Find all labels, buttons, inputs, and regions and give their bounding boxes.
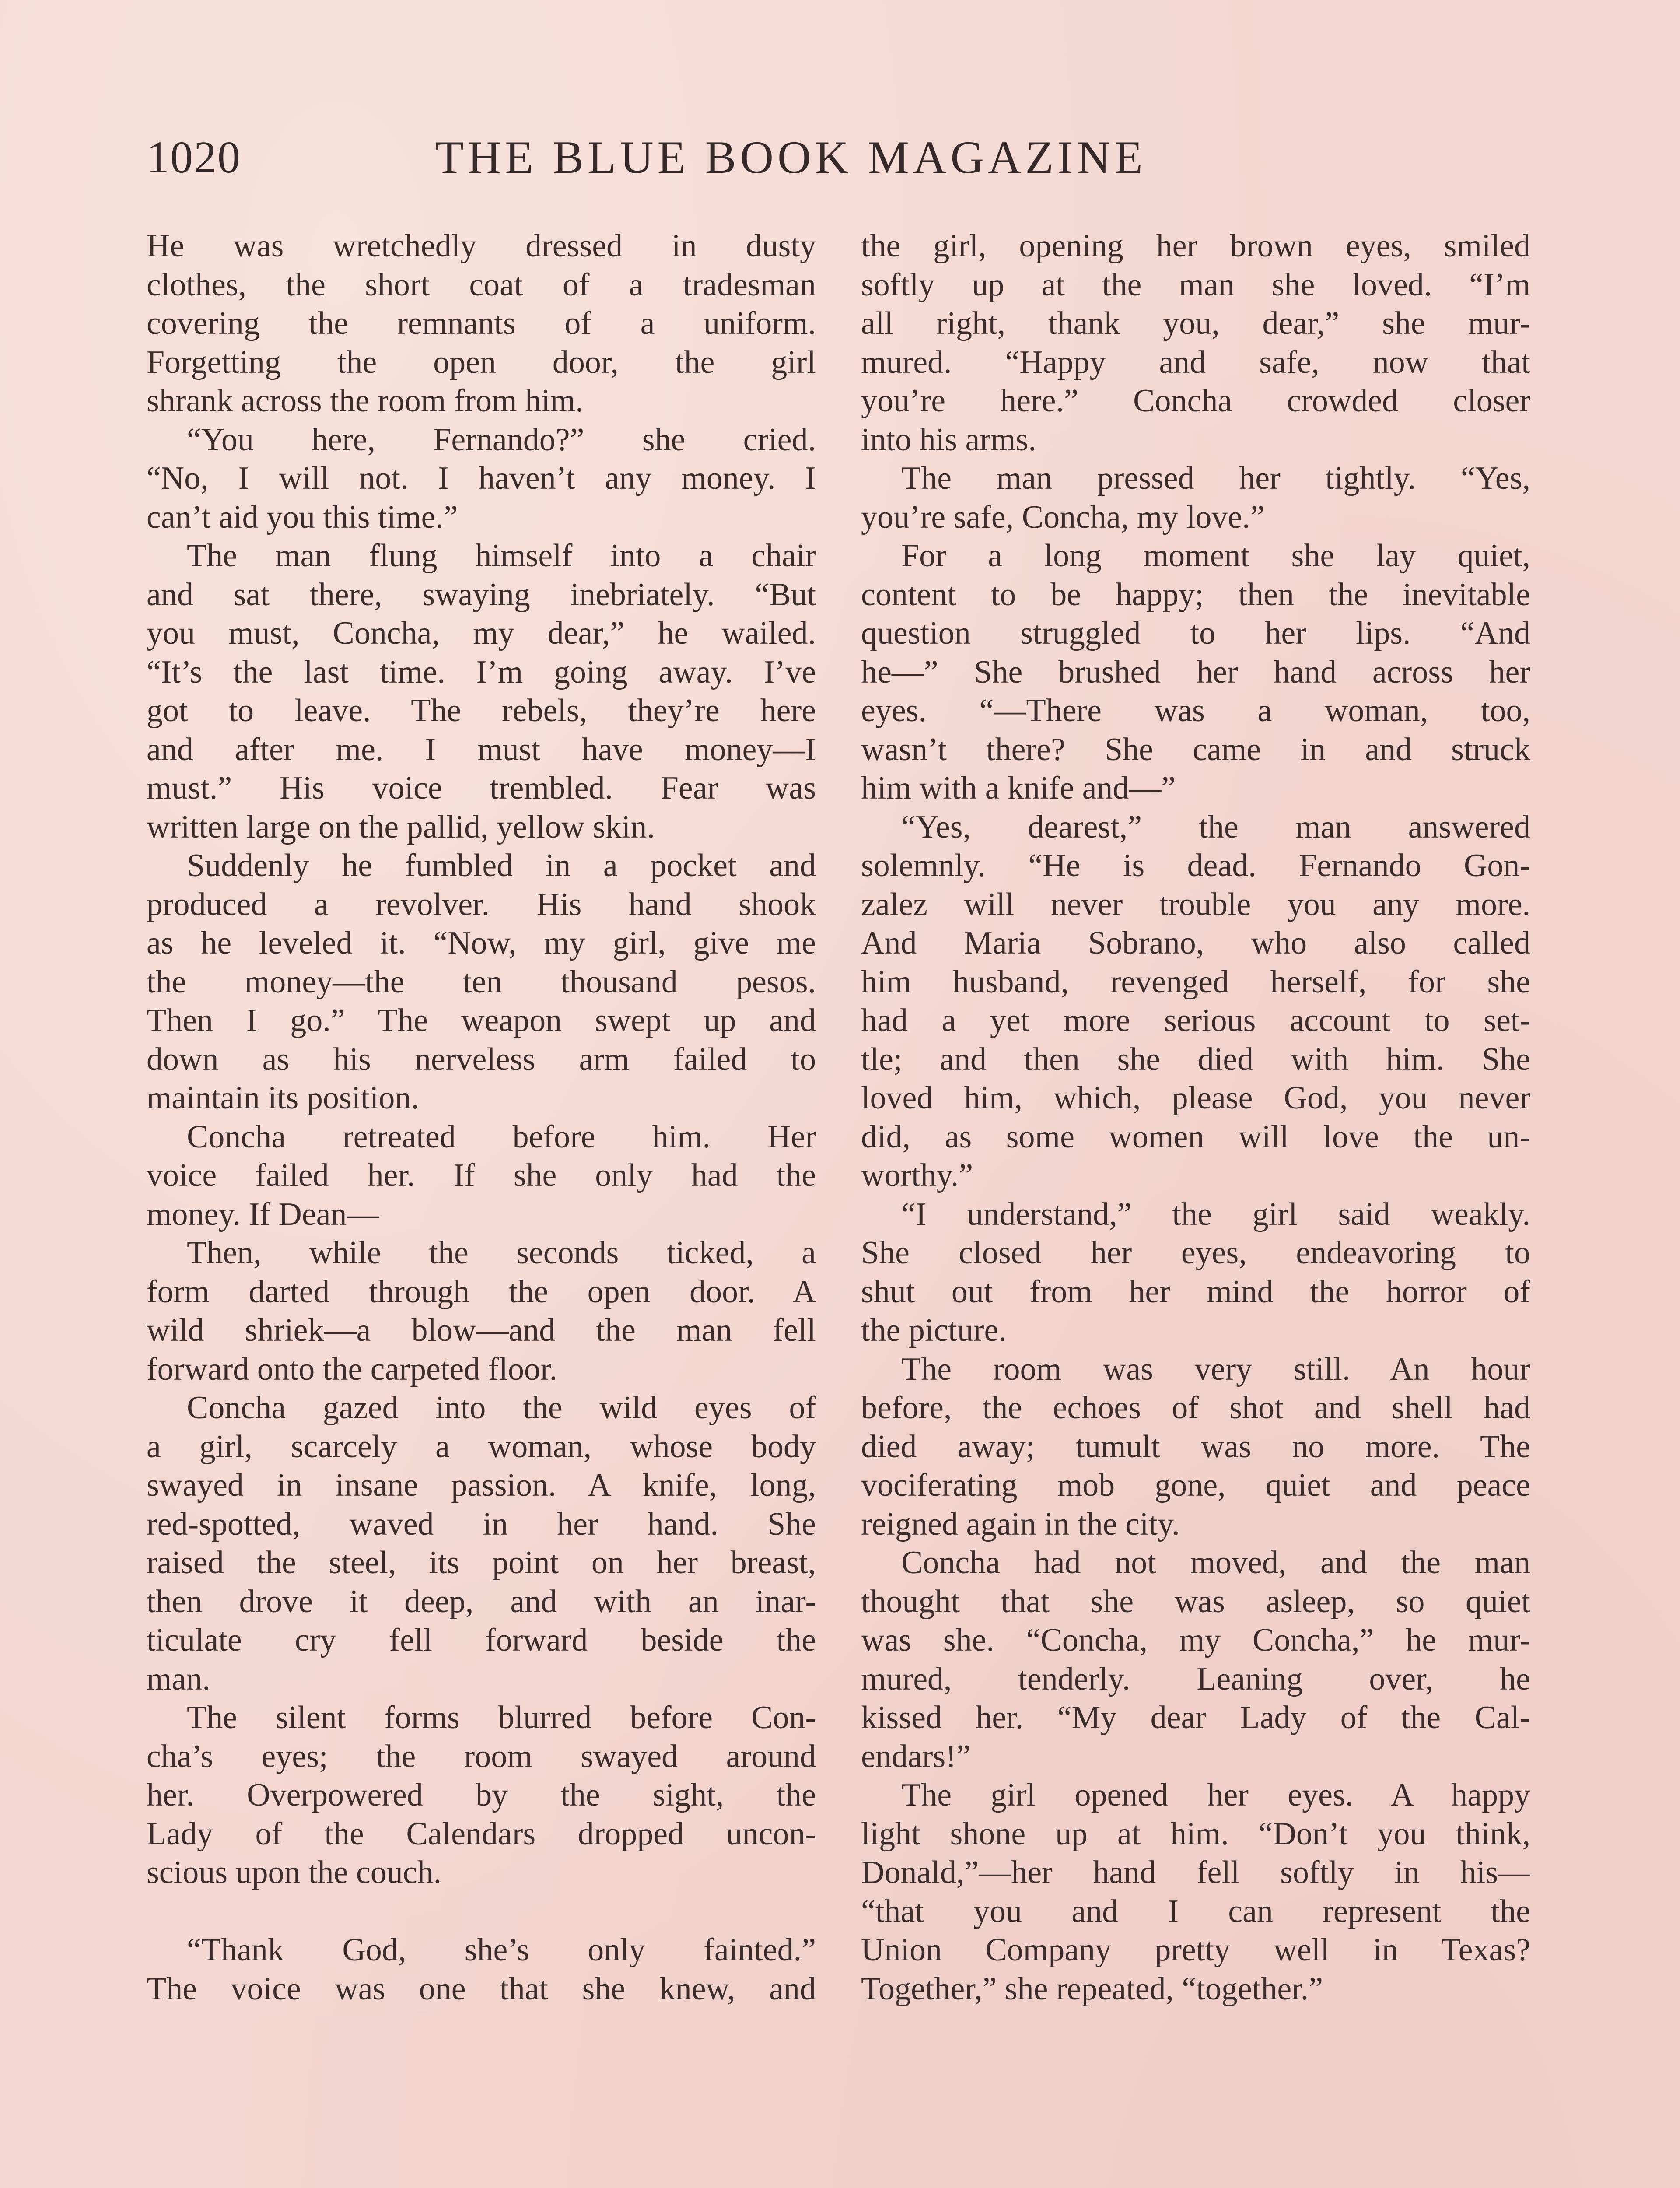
text-line: cha’s eyes; the room swayed around xyxy=(147,1738,816,1774)
text-line: eyes. “—There was a woman, too, xyxy=(861,693,1530,729)
text-line: scious upon the couch. xyxy=(147,1855,442,1890)
text-line: Concha gazed into the wild eyes of xyxy=(187,1390,816,1426)
text-line: shut out from her mind the horror of xyxy=(861,1273,1530,1310)
text-line: man. xyxy=(147,1661,210,1697)
text-line: must.” His voice trembled. Fear was xyxy=(147,770,816,806)
text-line: got to leave. The rebels, they’re here xyxy=(147,693,816,729)
text-line: And Maria Sobrano, who also called xyxy=(861,925,1530,961)
text-line: mured. “Happy and safe, now that xyxy=(861,344,1530,380)
text-line: the picture. xyxy=(861,1312,1007,1348)
text-line: died away; tumult was no more. The xyxy=(861,1428,1530,1465)
text-line: and after me. I must have money—I xyxy=(147,731,816,768)
text-line: Forgetting the open door, the girl xyxy=(147,344,816,380)
text-line: him husband, revenged herself, for she xyxy=(861,964,1530,1000)
page-header xyxy=(147,127,1538,188)
text-line: written large on the pallid, yellow skin. xyxy=(147,809,655,845)
text-line: She closed her eyes, endeavoring to xyxy=(861,1235,1530,1271)
text-line: before, the echoes of shot and shell had xyxy=(861,1390,1530,1426)
text-line: voice failed her. If she only had the xyxy=(147,1157,816,1193)
text-line: a girl, scarcely a woman, whose body xyxy=(147,1428,816,1465)
text-line: “No, I will not. I haven’t any money. I xyxy=(147,460,816,496)
text-line: maintain its position. xyxy=(147,1080,419,1116)
text-line: Then I go.” The weapon swept up and xyxy=(147,1003,816,1038)
text-line: Together,” she repeated, “together.” xyxy=(861,1971,1323,2007)
magazine-title: THE BLUE BOOK MAGAZINE xyxy=(435,132,1147,183)
text-line: the money—the ten thousand pesos. xyxy=(147,964,816,1000)
text-line: all right, thank you, dear,” she mur- xyxy=(861,305,1530,341)
text-line: “Yes, dearest,” the man answered xyxy=(901,809,1530,845)
text-line: softly up at the man she loved. “I’m xyxy=(861,266,1530,303)
text-line: her. Overpowered by the sight, the xyxy=(147,1777,816,1813)
text-line: clothes, the short coat of a tradesman xyxy=(147,266,816,303)
right-text-column xyxy=(861,227,1530,2008)
text-line: worthy.” xyxy=(861,1157,973,1193)
text-line: can’t aid you this time.” xyxy=(147,499,458,535)
text-line: forward onto the carpeted floor. xyxy=(147,1351,558,1387)
text-line: endars!” xyxy=(861,1738,971,1774)
text-line: reigned again in the city. xyxy=(861,1506,1180,1542)
text-line: money. If Dean— xyxy=(147,1196,379,1232)
text-line: “Thank God, she’s only fainted.” xyxy=(187,1932,816,1968)
paragraph-gap xyxy=(147,1892,816,1931)
text-line: he—” She brushed her hand across her xyxy=(861,654,1530,690)
text-line: Then, while the seconds ticked, a xyxy=(187,1235,816,1271)
text-line: tle; and then she died with him. She xyxy=(861,1041,1530,1077)
text-line: For a long moment she lay quiet, xyxy=(901,538,1530,574)
text-line: Suddenly he fumbled in a pocket and xyxy=(187,848,816,884)
text-line: produced a revolver. His hand shook xyxy=(147,886,816,922)
text-line: “You here, Fernando?” she cried. xyxy=(187,421,816,458)
text-line: the girl, opening her brown eyes, smiled xyxy=(861,228,1530,264)
text-line: The man pressed her tightly. “Yes, xyxy=(901,460,1530,496)
text-line: zalez will never trouble you any more. xyxy=(861,886,1530,922)
text-line: into his arms. xyxy=(861,421,1036,458)
text-line: solemnly. “He is dead. Fernando Gon- xyxy=(861,848,1530,884)
text-line: content to be happy; then the inevitable xyxy=(861,576,1530,613)
text-line: Lady of the Calendars dropped uncon- xyxy=(147,1816,816,1852)
text-line: kissed her. “My dear Lady of the Cal- xyxy=(861,1700,1530,1736)
text-line: did, as some women will love the un- xyxy=(861,1119,1530,1155)
text-line: you’re safe, Concha, my love.” xyxy=(861,499,1265,535)
text-line: Union Company pretty well in Texas? xyxy=(861,1932,1530,1968)
text-line: “that you and I can represent the xyxy=(861,1893,1530,1929)
text-line: wasn’t there? She came in and struck xyxy=(861,731,1530,768)
text-line: “I understand,” the girl said weakly. xyxy=(901,1196,1530,1232)
text-line: covering the remnants of a uniform. xyxy=(147,305,816,341)
text-line: vociferating mob gone, quiet and peace xyxy=(861,1467,1530,1503)
text-line: “It’s the last time. I’m going away. I’ve xyxy=(147,654,816,690)
text-line: mured, tenderly. Leaning over, he xyxy=(861,1661,1530,1697)
text-line: The silent forms blurred before Con- xyxy=(187,1700,816,1736)
text-line: ticulate cry fell forward beside the xyxy=(147,1622,816,1658)
text-line: form darted through the open door. A xyxy=(147,1273,816,1310)
text-line: The man flung himself into a chair xyxy=(187,538,816,574)
text-line: wild shriek—a blow—and the man fell xyxy=(147,1312,816,1348)
text-line: He was wretchedly dressed in dusty xyxy=(147,228,816,264)
text-line: down as his nerveless arm failed to xyxy=(147,1041,816,1077)
text-line: you must, Concha, my dear,” he wailed. xyxy=(147,615,816,651)
text-line: was she. “Concha, my Concha,” he mur- xyxy=(861,1622,1530,1658)
text-line: Concha had not moved, and the man xyxy=(901,1545,1530,1581)
text-line: The room was very still. An hour xyxy=(901,1351,1530,1387)
text-line: and sat there, swaying inebriately. “But xyxy=(147,576,816,613)
text-line: light shone up at him. “Don’t you think, xyxy=(861,1816,1530,1852)
text-line: thought that she was asleep, so quiet xyxy=(861,1583,1530,1620)
text-line: swayed in insane passion. A knife, long, xyxy=(147,1467,816,1503)
text-line: him with a knife and—” xyxy=(861,770,1176,806)
text-line: loved him, which, please God, you never xyxy=(861,1080,1530,1116)
text-line: red-spotted, waved in her hand. She xyxy=(147,1506,816,1542)
text-line: as he leveled it. “Now, my girl, give me xyxy=(147,925,816,961)
text-line: question struggled to her lips. “And xyxy=(861,615,1530,651)
text-line: Donald,”—her hand fell softly in his— xyxy=(861,1855,1530,1890)
text-line: Concha retreated before him. Her xyxy=(187,1119,816,1155)
text-line: shrank across the room from him. xyxy=(147,383,584,419)
text-line: then drove it deep, and with an inar- xyxy=(147,1583,816,1620)
text-line: you’re here.” Concha crowded closer xyxy=(861,383,1530,419)
text-line: raised the steel, its point on her breast, xyxy=(147,1545,816,1581)
left-text-column xyxy=(147,227,816,2008)
page-number: 1020 xyxy=(147,132,241,182)
text-line: The voice was one that she knew, and xyxy=(147,1971,816,2007)
text-line: had a yet more serious account to set- xyxy=(861,1003,1530,1038)
text-line: The girl opened her eyes. A happy xyxy=(901,1777,1530,1813)
